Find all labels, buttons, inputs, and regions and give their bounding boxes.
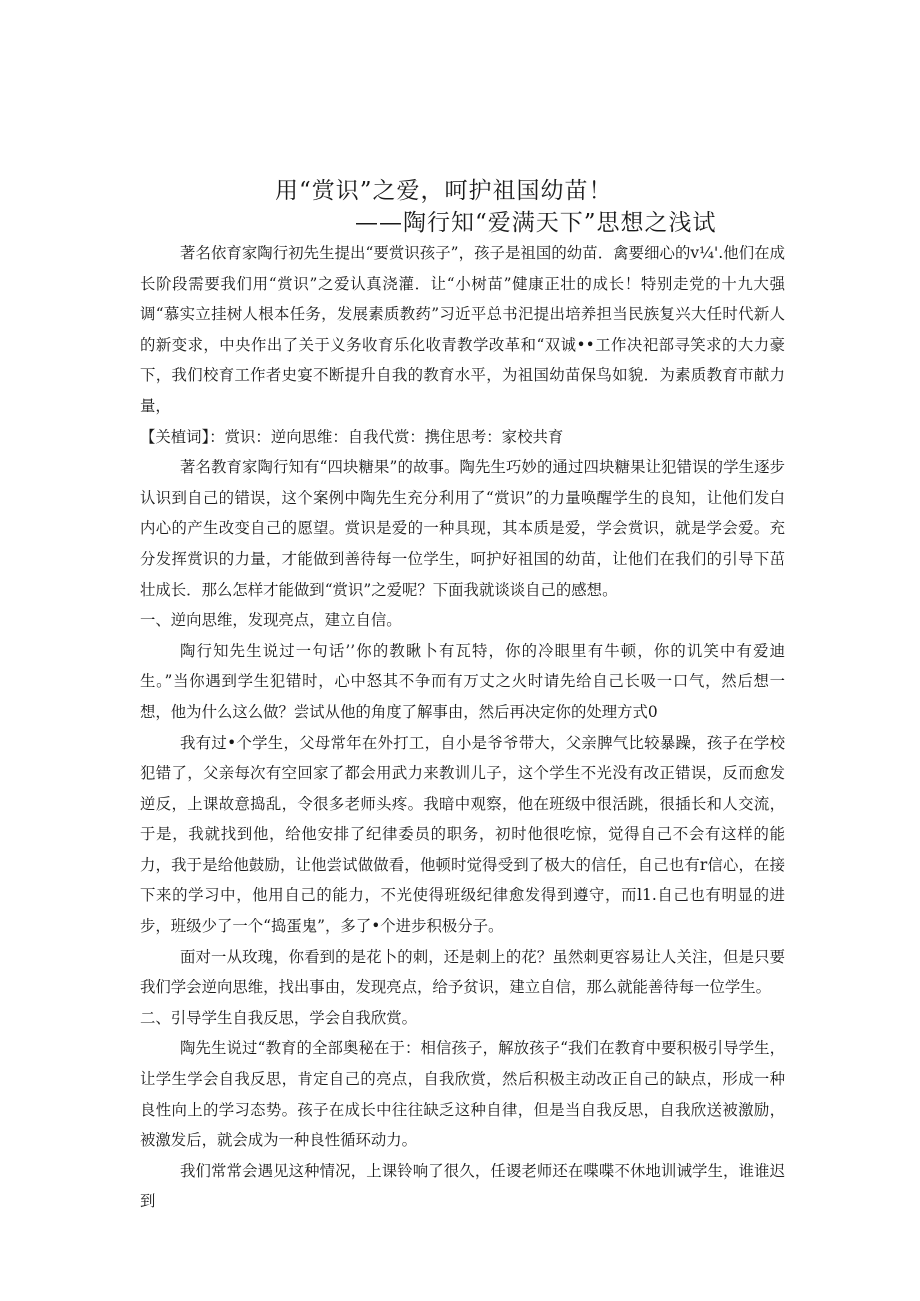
body-paragraph-6: 我们常常会遇见这种情况，上课铃响了很久，任谡老师还在喋喋不休地训诫学生，谁谁迟到	[140, 1161, 785, 1211]
body-paragraph-4: 面对一从玫瑰，你看到的是花卜的刺，还是刺上的花？虽然刺更容易让人关注，但是只要我们学会逆向思维，找出事由，发现亮点，给予贫识，建立自信，那么就能善待每一位学生。	[140, 947, 785, 997]
abstract-paragraph: 著名依育家陶行初先生提出“要赏识孩子”，孩子是祖国的幼苗．禽要细心的v¼'.他们在成长阶段需要我们用“赏识”之爱认真浇灌．让“小树苗”健康正壮的成长！特别走党的十九大强调“慕实立挂树人根本任务，发展素质教药”习近平总书汜提出培养担当民族复兴大任时代新人的新变求，中央作出了关于义务收育乐化收青教学改革和“双诚••工作决祀部寻笑求的大力豪下，我们校育工作者史宴不断提升自我的教育水平，为祖国幼苗保鸟如貌．为素质教育市献力量，	[140, 244, 785, 415]
body-paragraph-1: 著名教育家陶行知有“四块糖果”的故事。陶先生巧妙的通过四块糖果让犯错误的学生逐步认识到自己的错误，这个案例中陶先生充分利用了“赏识”的力量唤醒学生的良知，让他们发白内心的产生改变自己的愿望。赏识是爱的一种具现，其本质是爱，学会赏识，就是学会爱。充分发挥赏识的力量，才能做到善待每一位学生，呵护好祖国的幼苗，让他们在我们的引导下茁壮成长．那么怎样才能做到“赏识”之爱呢？下面我就谈谈自己的感想。	[140, 458, 785, 599]
body-paragraph-2: 陶行知先生说过一句话’’你的教瞅卜有瓦特，你的冷眼里有牛顿，你的讥笑中有爱迪生。”当你遇到学生犯错时，心中怒其不争而有万丈之火时请先给自己长吸一口气，然后想一想，他为什么这么做？尝试从他的角度了解事由，然后再决定你的处理方式0	[140, 641, 785, 721]
body-paragraph-3: 我有过•个学生，父母常年在外打工，自小是爷爷带大，父亲脾气比较暴躁，孩子在学校犯错了，父亲每次有空回家了都会用武力来教训儿子，这个学生不光没有改正错误，反而愈发逆反，上课故意捣乱，令很多老师头疼。我暗中观察，他在班级中很活跳，很插长和人交流，于是，我就找到他，给他安排了纪律委员的职务，初时他很吃惊，觉得自己不会有这样的能力，我于是给他鼓励，让他尝试做做看，他顿时觉得受到了极大的信任，自己也有r信心，在接下来的学习中，他用自己的能力，不光使得班级纪律愈发得到遵守，而l1.自己也有明显的进步，班级少了一个“捣蛋鬼”，多了•个进步积极分子。	[140, 733, 785, 936]
body-paragraph-5: 陶先生说过“教育的全部奥秘在于：相信孩子，解放孩子“我们在教育中要积极引导学生，让学生学会自我反思，肯定自己的亮点，自我欣赏，然后积极主动改正自己的缺点，形成一种良性向上的学习态势。孩子在成长中往往缺乏这种自律，但是当自我反思，自我欣送被激励，被激发后，就会成为一种良性循环动力。	[140, 1039, 785, 1150]
section-heading-2: 二、引导学生自我反思，学会自我欣赏。	[140, 1008, 418, 1027]
document-subtitle: ——陶行知“爱满天下”思想之浅试	[355, 210, 717, 236]
document-body	[140, 238, 785, 1217]
section-heading-1: 一、逆向思维，发现亮点，建立自信。	[140, 611, 402, 630]
keywords-line: 【关植词】：赏识：逆向思维：自我代赏：携住思考：家校共育	[140, 427, 564, 446]
document-title: 用“赏识”之爱，呵护祖国幼苗！	[275, 178, 613, 204]
